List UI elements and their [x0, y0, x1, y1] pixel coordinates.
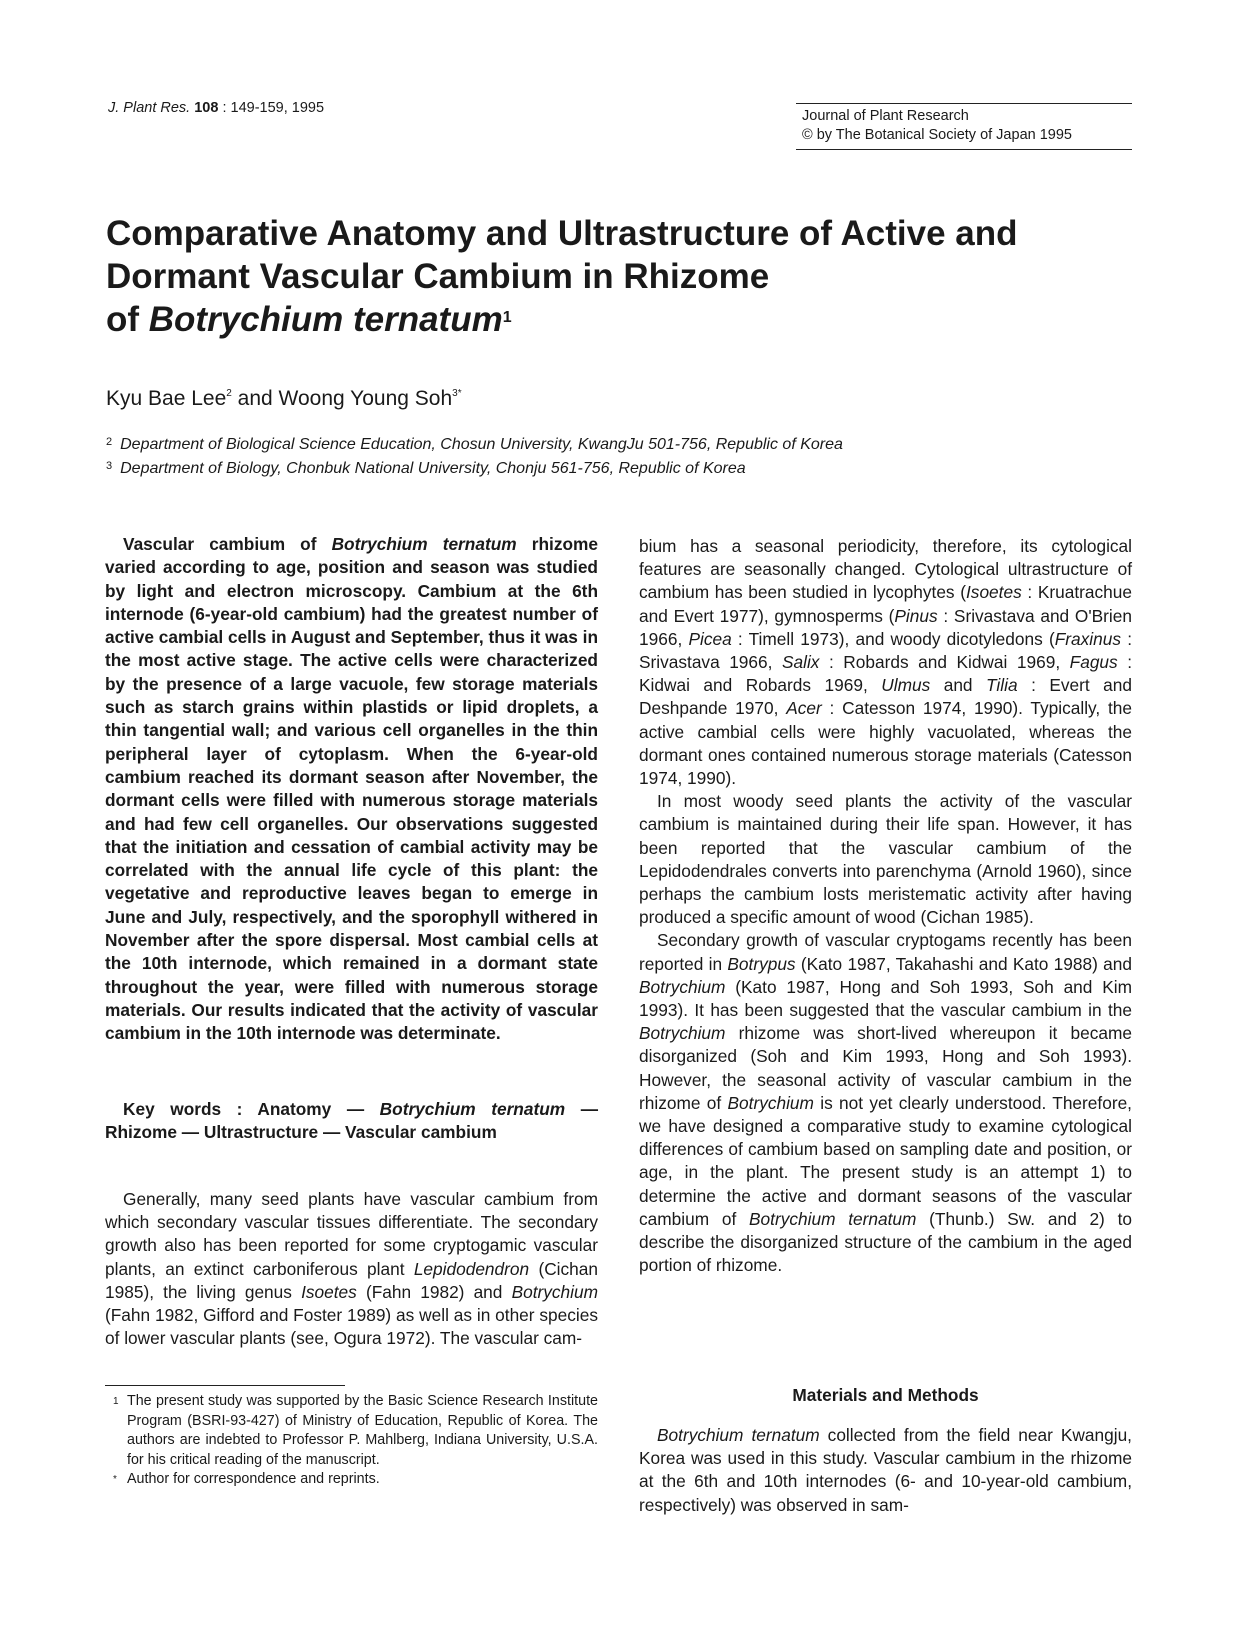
footnote [113, 1392, 598, 1470]
abstract-text: Vascular cambium of [123, 534, 332, 554]
text-run: Secondary growth of vascular cryptogams recently has been reported in [639, 930, 1132, 974]
title-line-2: Dormant Vascular Cambium in Rhizome [106, 257, 770, 296]
text-run: (Thunb.) Sw. and 2) to describe the disorganized structure of the cambium in the aged portion of rhizome. [639, 1208, 1132, 1276]
author-name: Woong Young Soh [278, 387, 453, 410]
keywords-label: Key words : Anatomy — [123, 1099, 380, 1119]
text-run: : Robards and Kidwai 1969, [819, 652, 1070, 673]
title-line-3 [106, 298, 1066, 341]
paper-title [106, 212, 1066, 341]
genus-name: Picea [688, 628, 732, 649]
text-run: Generally, many seed plants have vascular cambium from which secondary vascular tissues differentiate. The secondary growth also has been reported for some cryptogamic vascular plants, an extinct carboniferous plant [105, 1189, 598, 1279]
keywords [105, 1098, 598, 1145]
species-name: Botrychium ternatum [749, 1208, 917, 1229]
genus-name: Lepidodendron [413, 1258, 530, 1279]
affiliation [106, 436, 843, 454]
text-run: : Timell 1973), and woody dicotyledons ( [731, 628, 1055, 649]
genus-name: Ulmus [881, 675, 931, 696]
journal-copyright-box [796, 103, 1132, 150]
affiliation-mark: 2 [106, 436, 113, 448]
footnote-mark: 1 [113, 1396, 119, 1407]
genus-name: Acer [786, 698, 822, 719]
introduction-left-column [105, 1188, 598, 1350]
author-mark: 2 [226, 388, 232, 399]
journal-abbrev: J. Plant Res. [108, 100, 191, 116]
text-run: (Fahn 1982, Gifford and Foster 1989) as well as in other species of lower vascular plants (see, Ogura 1972). The vascular cam- [105, 1305, 598, 1349]
volume-number: 108 [194, 100, 219, 116]
title-prefix: of [106, 300, 149, 339]
text-run: (Kato 1987, Hong and Soh 1993, Soh and Kim 1993). It has been suggested that the vascular cambium in the [639, 976, 1132, 1021]
copyright-line: © by The Botanical Society of Japan 1995 [802, 127, 1072, 143]
title-footnote-mark: 1 [502, 309, 512, 326]
body-paragraph [639, 535, 1132, 790]
footnote-text: Author for correspondence and reprints. [127, 1471, 380, 1488]
genus-name: Tilia [986, 675, 1018, 696]
body-paragraph [639, 929, 1132, 1277]
body-paragraph: In most woody seed plants the activity of the vascular cambium is maintained during their life span. However, it has been reported that the vascular cambium of the Lepidodendrales converts into parenchyma (Arnold 1960), since perhaps the cambium losts meristematic activity after having produced a specific amount of wood (Cichan 1985). [639, 791, 1132, 928]
genus-name: Botrychium [727, 1092, 814, 1113]
body-paragraph [639, 1424, 1132, 1517]
genus-name: Fraxinus [1054, 628, 1121, 649]
journal-name: Journal of Plant Research [802, 108, 969, 124]
text-run: (Kato 1987, Takahashi and Kato 1988) and [795, 953, 1132, 974]
abstract-text: rhizome varied according to age, position and season was studied by light and electron microscopy. Cambium at the 6th internode (6-year-old cambium) had the greatest number of active cambial cells in August and September, thus it was in the most active stage. The active cells were characterized by the presence of a large vacuole, few storage materials such as starch grains within plastids or lipid droplets, a thin tangential wall; and various cell organelles in the thin peripheral layer of cytoplasm. When the 6-year-old cambium reached its dormant season after November, the dormant cells were filled with numerous storage materials and had few cell organelles. Our observations suggested that the initiation and cessation of cambial activity may be correlated with the annual life cycle of this plant: the vegetative and reproductive leaves began to emerge in June and July, respectively, and the sporophyll withered in November after the spore dispersal. Most cambial cells at the 10th internode, which remained in a dormant state throughout the year, were filled with numerous storage materials. Our results indicated that the activity of vascular cambium in the 10th internode was determinate. [105, 534, 598, 1044]
footnote-mark: * [113, 1474, 117, 1486]
affiliation-text: Department of Biological Science Education, Chosun University, KwangJu 501-756, Republic of Korea [120, 436, 843, 453]
footnote [113, 1470, 598, 1490]
affiliation-mark: 3 [106, 460, 113, 472]
section-heading-materials-methods: Materials and Methods [792, 1385, 979, 1405]
text-run: : Evert and Deshpande 1970, [639, 675, 1133, 719]
genus-name: Salix [781, 652, 820, 673]
genus-name: Botrypus [727, 953, 796, 974]
abstract [105, 533, 598, 1046]
affiliation [106, 460, 746, 478]
text-run: : Srivastava and O'Brien 1966, [639, 605, 1132, 649]
text-run: (Fahn 1982) and [356, 1281, 512, 1302]
text-run: : Kruatrachue and Evert 1977), gymnosperms ( [639, 582, 1132, 626]
genus-name: Isoetes [301, 1281, 357, 1302]
text-run: : Kidwai and Robards 1969, [639, 652, 1133, 696]
pages-year: : 149-159, 1995 [222, 100, 325, 116]
genus-name: Botrychium [639, 976, 726, 997]
footnotes [113, 1392, 598, 1490]
genus-name: Fagus [1069, 652, 1118, 673]
genus-name: Pinus [894, 605, 938, 626]
title-species: Botrychium ternatum [148, 300, 503, 339]
author-mark: 3* [452, 388, 462, 399]
author-conjunction: and [231, 387, 279, 410]
text-run: and [930, 675, 987, 696]
running-header-citation [108, 100, 324, 116]
body-paragraph [105, 1188, 598, 1350]
abstract-species: Botrychium ternatum [331, 534, 517, 554]
text-run: bium has a seasonal periodicity, therefore, its cytological features are seasonally changed. Cytological ultrastructure of cambium has been studied in lycophytes ( [639, 536, 1132, 603]
text-run: : Srivastava 1966, [639, 628, 1132, 673]
genus-name: Isoetes [966, 582, 1022, 603]
text-run: rhizome was short-lived whereupon it became disorganized (Soh and Kim 1993, Hong and Soh 1993). However, the seasonal activity of vascular cambium in the rhizome of [639, 1023, 1132, 1113]
keywords-rest: — Rhizome — Ultrastructure — Vascular cambium [105, 1099, 598, 1143]
genus-name: Botrychium [639, 1023, 726, 1044]
title-line-1: Comparative Anatomy and Ultrastructure of Active and [106, 214, 1018, 253]
footnote-rule [105, 1385, 345, 1386]
keywords-species: Botrychium ternatum [379, 1099, 566, 1119]
methods-text [639, 1424, 1132, 1517]
text-run: collected from the field near Kwangju, Korea was used in this study. Vascular cambium in the rhizome at the 6th and 10th internodes (6- and 10-year-old cambium, respectively) was observed in sam- [639, 1425, 1132, 1515]
author-name: Kyu Bae Lee [106, 387, 227, 410]
genus-name: Botrychium [511, 1281, 598, 1302]
text-run: : Catesson 1974, 1990). Typically, the active cambial cells were highly vacuolated, whereas the dormant ones contained numerous storage materials (Catesson 1974, 1990). [639, 698, 1133, 789]
affiliation-text: Department of Biology, Chonbuk National University, Chonju 561-756, Republic of Korea [120, 460, 746, 477]
species-name: Botrychium ternatum [657, 1425, 820, 1445]
footnote-text: The present study was supported by the Basic Science Research Institute Program (BSRI-93-427) of Ministry of Education, Republic of Korea. The authors are indebted to Professor P. Mahlberg, Indiana University, U.S.A. for his critical reading of the manuscript. [127, 1393, 598, 1468]
introduction-right-column [639, 535, 1132, 1278]
author-list [106, 387, 462, 411]
text-run: is not yet clearly understood. Therefore, we have designed a comparative study to examine cytological differences of cambium based on sampling date and position, or age, in the plant. The present study is an attempt 1) to determine the active and dormant seasons of the vascular cambium of [639, 1092, 1132, 1229]
text-run: (Cichan 1985), the living genus [105, 1258, 598, 1302]
